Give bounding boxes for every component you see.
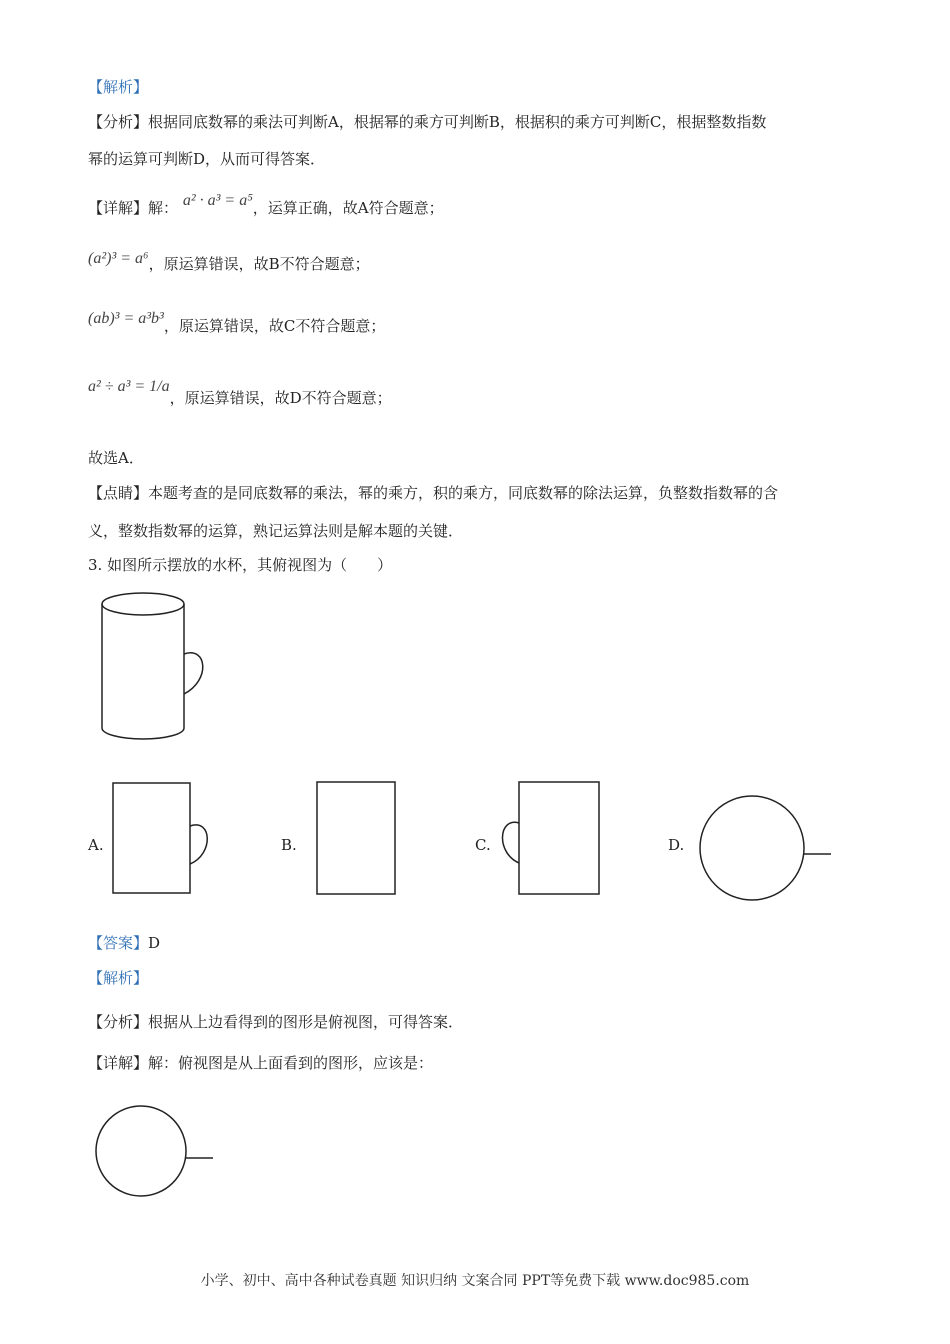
detail-2-line <box>88 1052 433 1074</box>
option-b-figure[interactable] <box>316 781 398 896</box>
option-c-figure[interactable] <box>498 781 602 896</box>
analysis-2-line <box>88 1011 463 1033</box>
analysis-paragraph-line1 <box>88 111 766 133</box>
equation-b: (a²)³ = a⁶ <box>88 250 149 267</box>
equation-a-text: a² · a³ = a⁵ <box>182 192 253 209</box>
option-d-figure[interactable] <box>698 796 834 902</box>
detail-2-text: 解：俯视图是从上面看到的图形，应该是： <box>148 1054 434 1072</box>
analysis-2-text: 根据从上边看得到的图形是俯视图，可得答案． <box>148 1013 464 1031</box>
section-heading-jiexi: 【解析】 <box>88 78 149 96</box>
top-view-circle <box>96 1106 186 1196</box>
detail-line-c <box>88 310 386 338</box>
section-heading-jiexi-2: 【解析】 <box>88 969 149 987</box>
equation-d: a² ÷ a³ = 1/a <box>88 378 170 395</box>
option-d-label[interactable]: D. <box>668 836 685 854</box>
option-a-handle <box>190 825 207 864</box>
cup-figure <box>95 590 215 745</box>
analysis-text: 根据同底数幂的乘法可判断A，根据幂的乘方可判断B，根据积的乘方可判断C，根据整数指数 <box>148 113 767 131</box>
cup-handle <box>184 653 203 694</box>
option-c-label[interactable]: C. <box>475 836 491 854</box>
equation-c: (ab)³ = a³b³ <box>88 310 164 327</box>
answer-tag: 【答案】 <box>88 934 149 952</box>
detail-line-d <box>88 378 392 410</box>
option-a-rect <box>113 783 190 893</box>
analysis-2-tag: 【分析】 <box>88 1013 149 1031</box>
detail-tag: 【详解】 <box>88 199 149 217</box>
analysis-tag: 【分析】 <box>88 113 149 131</box>
cup-bottom <box>102 728 184 739</box>
detail-line-a <box>88 192 444 220</box>
top-view-figure <box>95 1105 217 1197</box>
dianjing-text: 本题考查的是同底数幂的乘法，幂的乘方，积的乘方，同底数幂的除法运算，负整数指数幂的含 <box>148 484 779 502</box>
option-b-rect <box>317 782 395 894</box>
page-footer: 小学、初中、高中各种试卷真题 知识归纳 文案合同 PPT等免费下载 www.doc985.com <box>200 1273 750 1289</box>
detail-text-a: ，运算正确，故A符合题意； <box>252 199 444 217</box>
option-c-rect <box>519 782 599 894</box>
detail-text-d: ，原运算错误，故D不符合题意； <box>169 389 392 407</box>
option-c-handle <box>502 822 519 863</box>
option-d-circle <box>700 796 804 900</box>
dianjing-line1 <box>88 482 778 504</box>
detail-prefix: 解： <box>148 199 179 217</box>
detail-line-b <box>88 250 370 276</box>
answer-line <box>88 932 160 954</box>
detail-text-c: ，原运算错误，故C不符合题意； <box>163 317 386 335</box>
answer-value: D <box>148 934 161 952</box>
dianjing-tag: 【点睛】 <box>88 484 149 502</box>
analysis-paragraph-line2: 幂的运算可判断D，从而可得答案． <box>88 150 326 168</box>
option-b-label[interactable]: B. <box>281 836 297 854</box>
equation-a <box>183 192 253 209</box>
choose-answer: 故选A． <box>88 449 144 467</box>
cup-rim <box>102 593 184 615</box>
option-a-label[interactable]: A. <box>88 836 104 854</box>
question-3: 3. 如图所示摆放的水杯，其俯视图为（ ） <box>88 556 393 574</box>
option-a-figure[interactable] <box>112 782 212 896</box>
detail-text-b: ，原运算错误，故B不符合题意； <box>148 255 370 273</box>
detail-2-tag: 【详解】 <box>88 1054 149 1072</box>
dianjing-line2: 义，整数指数幂的运算，熟记运算法则是解本题的关键． <box>88 522 464 540</box>
